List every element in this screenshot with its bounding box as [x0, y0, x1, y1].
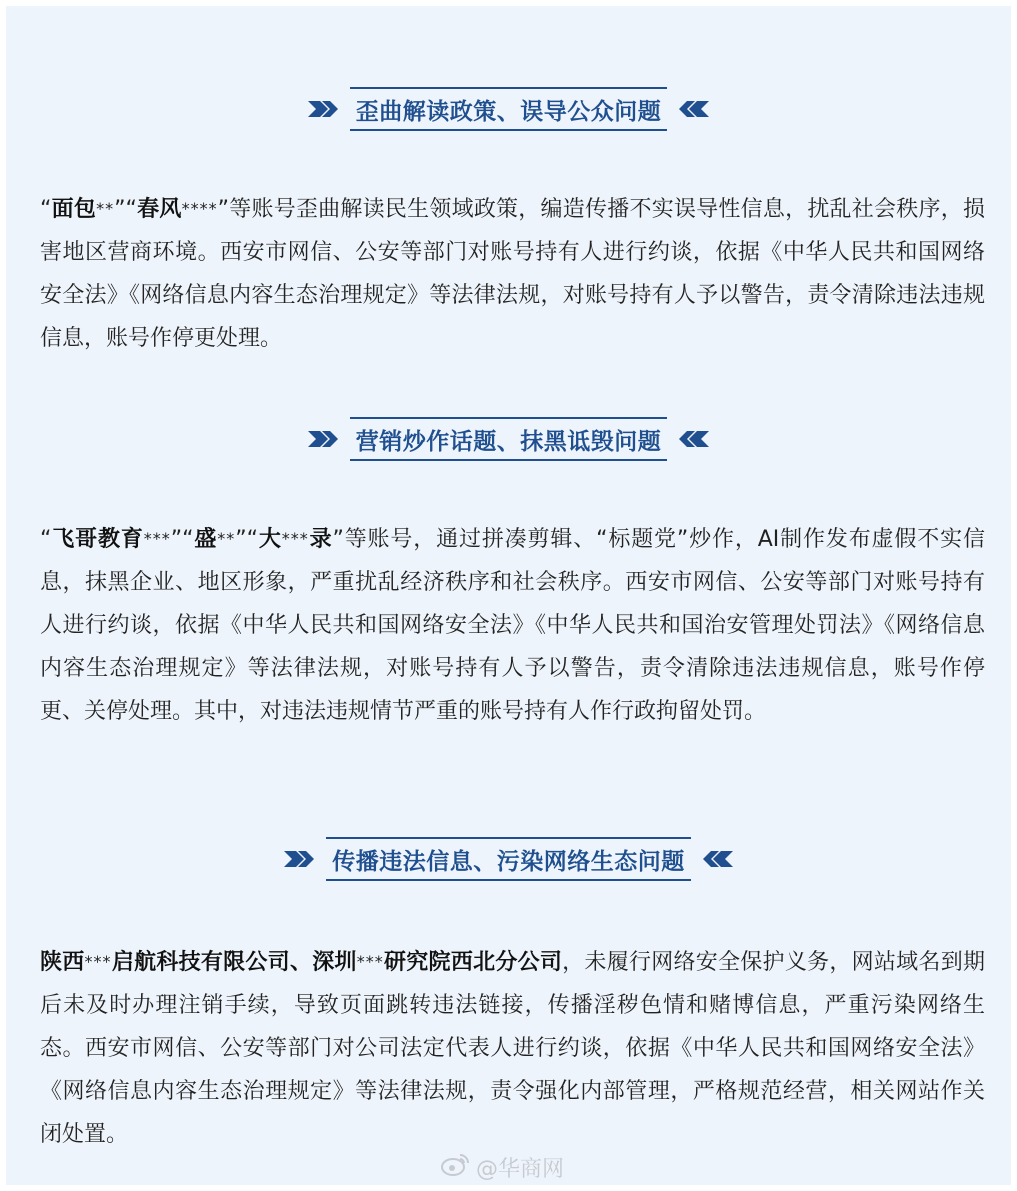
weibo-icon — [440, 1151, 470, 1183]
masked-text: **** — [181, 199, 218, 218]
section-title: 歪曲解读政策、误导公众问题 — [355, 98, 662, 125]
watermark-text: @华商网 — [476, 1156, 565, 1182]
account-name: 飞哥教育 — [51, 527, 144, 552]
masked-text: *** — [84, 952, 112, 971]
section-header-2 — [0, 414, 1017, 464]
chevron-left-icon — [675, 99, 709, 119]
company-name: 启航科技有限公司、深圳 — [111, 950, 357, 975]
section-title: 营销炒作话题、抹黑诋毁问题 — [355, 428, 662, 455]
account-name: 盛 — [193, 527, 218, 552]
section-paragraph-3 — [40, 940, 985, 1156]
paragraph-text: ”等账号，通过拼凑剪辑、“标题党”炒作，AI制作发布虚假不实信息，抹黑企业、地区形象，严重扰乱经济秩序和社会秩序。西安市网信、公安等部门对账号持有人进行约谈，依据《中华人民共和国网络安全法》《中华人民共和国治安管理处罚法》《网络信息内容生态治理规定》等法律法规，对账号持有人予以警告，责令清除违法违规信息，账号作停更、关停处理。其中，对违法违规情节严重的账号持有人作行政拘留处罚。 — [40, 527, 985, 724]
company-name: 研究院西北分公司 — [383, 950, 563, 975]
quote-mark: “ — [40, 527, 52, 552]
chevron-left-icon — [699, 849, 733, 869]
section-title: 传播违法信息、污染网络生态问题 — [332, 848, 685, 875]
paragraph-text: ”等账号歪曲解读民生领域政策，编造传播不实误导性信息，扰乱社会秩序，损害地区营商环境。西安市网信、公安等部门对账号持有人进行约谈，依据《中华人民共和国网络安全法》《网络信息内容生态治理规定》等法律法规，对账号持有人予以警告，责令清除违法违规信息，账号作停更处理。 — [40, 197, 985, 351]
masked-text: ** — [96, 199, 115, 218]
account-name: 大 — [258, 527, 282, 552]
section-header-1 — [0, 84, 1017, 134]
section-header-3 — [0, 834, 1017, 884]
account-name: 面包 — [51, 197, 97, 222]
section-title-box — [350, 417, 668, 461]
quote-mark: “ — [40, 197, 52, 222]
quote-mark: ”“ — [235, 527, 258, 552]
section-paragraph-1 — [40, 187, 985, 360]
account-name: 录 — [308, 527, 333, 552]
watermark — [440, 1150, 564, 1184]
section-title-box — [326, 837, 691, 881]
masked-text: *** — [143, 529, 171, 548]
account-name: 春风 — [136, 197, 182, 222]
chevron-right-icon — [308, 99, 342, 119]
masked-text: ** — [217, 529, 236, 548]
paragraph-text: ，未履行网络安全保护义务，网站域名到期后未及时办理注销手续，导致页面跳转违法链接，传播淫秽色情和赌博信息，严重污染网络生态。西安市网信、公安等部门对公司法定代表人进行约谈，依据《中华人民共和国网络安全法》《网络信息内容生态治理规定》等法律法规，责令强化内部管理，严格规范经营，相关网站作关闭处置。 — [40, 950, 985, 1147]
masked-text: *** — [281, 529, 309, 548]
masked-text: *** — [356, 952, 384, 971]
chevron-right-icon — [308, 429, 342, 449]
quote-mark: ”“ — [170, 527, 194, 552]
chevron-left-icon — [675, 429, 709, 449]
chevron-right-icon — [284, 849, 318, 869]
quote-mark: ”“ — [114, 197, 137, 222]
section-paragraph-2 — [40, 517, 985, 733]
section-title-box — [350, 87, 668, 131]
company-name: 陕西 — [40, 950, 85, 975]
